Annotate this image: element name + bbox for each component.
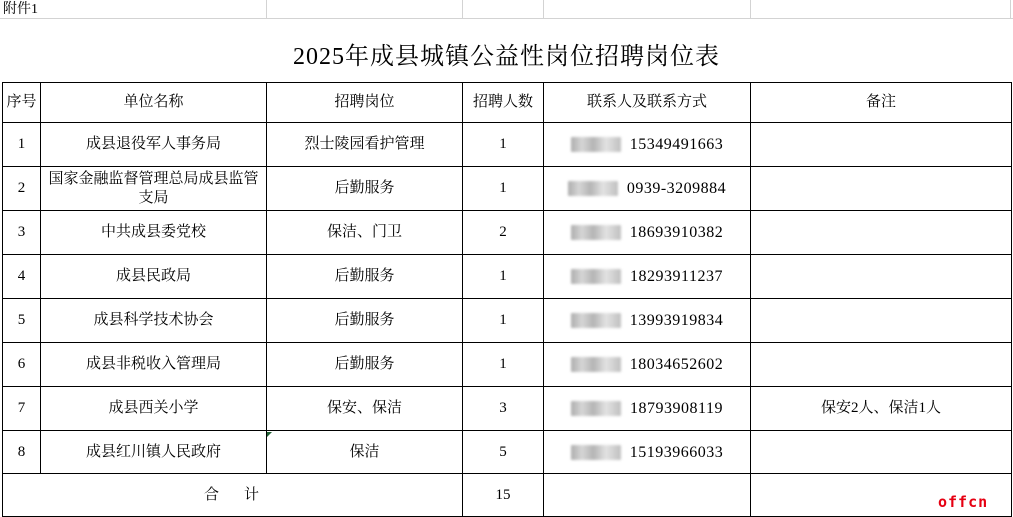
position-name: 后勤服务 (267, 167, 463, 211)
contact-cell (544, 123, 751, 167)
position-name: 后勤服务 (267, 343, 463, 387)
unit-name: 成县非税收入管理局 (41, 343, 267, 387)
note-cell (751, 211, 1012, 255)
attachment-label: 附件1 (3, 2, 38, 17)
unit-name: 成县民政局 (41, 255, 267, 299)
recruit-count: 5 (463, 431, 544, 474)
recruit-count: 3 (463, 387, 544, 431)
top-gridline-vertical (543, 0, 544, 18)
position-name: 保洁、门卫 (267, 211, 463, 255)
position-name: 保洁 (267, 431, 463, 474)
position-name: 保安、保洁 (267, 387, 463, 431)
table-row (3, 387, 1012, 431)
table-row (3, 211, 1012, 255)
note-cell (751, 255, 1012, 299)
total-label: 合 计 (3, 474, 463, 517)
contact-phone: 18034652602 (629, 356, 724, 373)
unit-name: 成县科学技术协会 (41, 299, 267, 343)
redacted-contact-name (571, 137, 621, 152)
redacted-contact-name (571, 225, 621, 240)
row-index: 1 (3, 123, 41, 167)
table-row (3, 123, 1012, 167)
redacted-contact-name (571, 357, 621, 372)
row-index: 3 (3, 211, 41, 255)
col-header-note: 备注 (751, 83, 1012, 123)
top-gridline-vertical (750, 0, 751, 18)
contact-cell (544, 387, 751, 431)
table-header-row (3, 83, 1012, 123)
recruit-count: 1 (463, 343, 544, 387)
col-header-unit: 单位名称 (41, 83, 267, 123)
row-index: 8 (3, 431, 41, 474)
note-cell (751, 343, 1012, 387)
note-cell (751, 167, 1012, 211)
contact-phone: 13993919834 (629, 312, 724, 329)
recruit-count: 1 (463, 255, 544, 299)
redacted-contact-name (568, 181, 618, 196)
contact-cell (544, 299, 751, 343)
redacted-contact-name (571, 401, 621, 416)
empty-contact-cell (544, 474, 751, 517)
contact-phone: 18793908119 (630, 400, 723, 417)
note-cell (751, 123, 1012, 167)
total-row (3, 474, 1012, 517)
page-title: 2025年成县城镇公益性岗位招聘岗位表 (293, 44, 720, 70)
contact-phone: 15193966033 (629, 443, 724, 461)
redacted-contact-name (571, 313, 621, 328)
note-cell: 保安2人、保洁1人 (751, 387, 1012, 431)
col-header-index: 序号 (3, 83, 41, 123)
unit-name: 成县退役军人事务局 (41, 123, 267, 167)
recruit-count: 2 (463, 211, 544, 255)
total-count: 15 (463, 474, 544, 517)
position-name: 后勤服务 (267, 255, 463, 299)
contact-cell (544, 211, 751, 255)
contact-cell (544, 255, 751, 299)
col-header-count: 招聘人数 (463, 83, 544, 123)
redacted-contact-name (571, 269, 621, 284)
unit-name: 国家金融监督管理总局成县监管支局 (41, 167, 267, 211)
note-cell (751, 299, 1012, 343)
redacted-contact-name (571, 445, 621, 460)
unit-name: 成县西关小学 (41, 387, 267, 431)
recruit-count: 1 (463, 299, 544, 343)
top-gridline-horizontal (0, 18, 1013, 19)
position-name: 后勤服务 (267, 299, 463, 343)
contact-phone: 15349491663 (629, 136, 724, 153)
note-cell (751, 431, 1012, 474)
row-index: 6 (3, 343, 41, 387)
recruit-count: 1 (463, 123, 544, 167)
unit-name: 中共成县委党校 (41, 211, 267, 255)
position-name: 烈士陵园看护管理 (267, 123, 463, 167)
contact-cell (544, 343, 751, 387)
top-gridline-vertical (462, 0, 463, 18)
table-row (3, 343, 1012, 387)
row-index: 2 (3, 167, 41, 211)
contact-cell (544, 167, 751, 211)
top-gridline-vertical (1010, 0, 1011, 18)
table-row (3, 299, 1012, 343)
table-row (3, 167, 1012, 211)
table-row (3, 431, 1012, 474)
cell-comment-flag-icon (267, 432, 272, 437)
col-header-position: 招聘岗位 (267, 83, 463, 123)
row-index: 7 (3, 387, 41, 431)
row-index: 5 (3, 299, 41, 343)
contact-phone: 18293911237 (630, 268, 723, 285)
offcn-watermark: offcn (938, 493, 989, 511)
recruitment-table (2, 82, 1012, 517)
row-index: 4 (3, 255, 41, 299)
unit-name: 成县红川镇人民政府 (41, 431, 267, 474)
col-header-contact: 联系人及联系方式 (544, 83, 751, 123)
recruit-count: 1 (463, 167, 544, 211)
contact-phone: 0939-3209884 (626, 180, 727, 197)
table-row (3, 255, 1012, 299)
contact-cell (544, 431, 751, 474)
contact-phone: 18693910382 (629, 224, 724, 241)
top-gridline-vertical (266, 0, 267, 18)
